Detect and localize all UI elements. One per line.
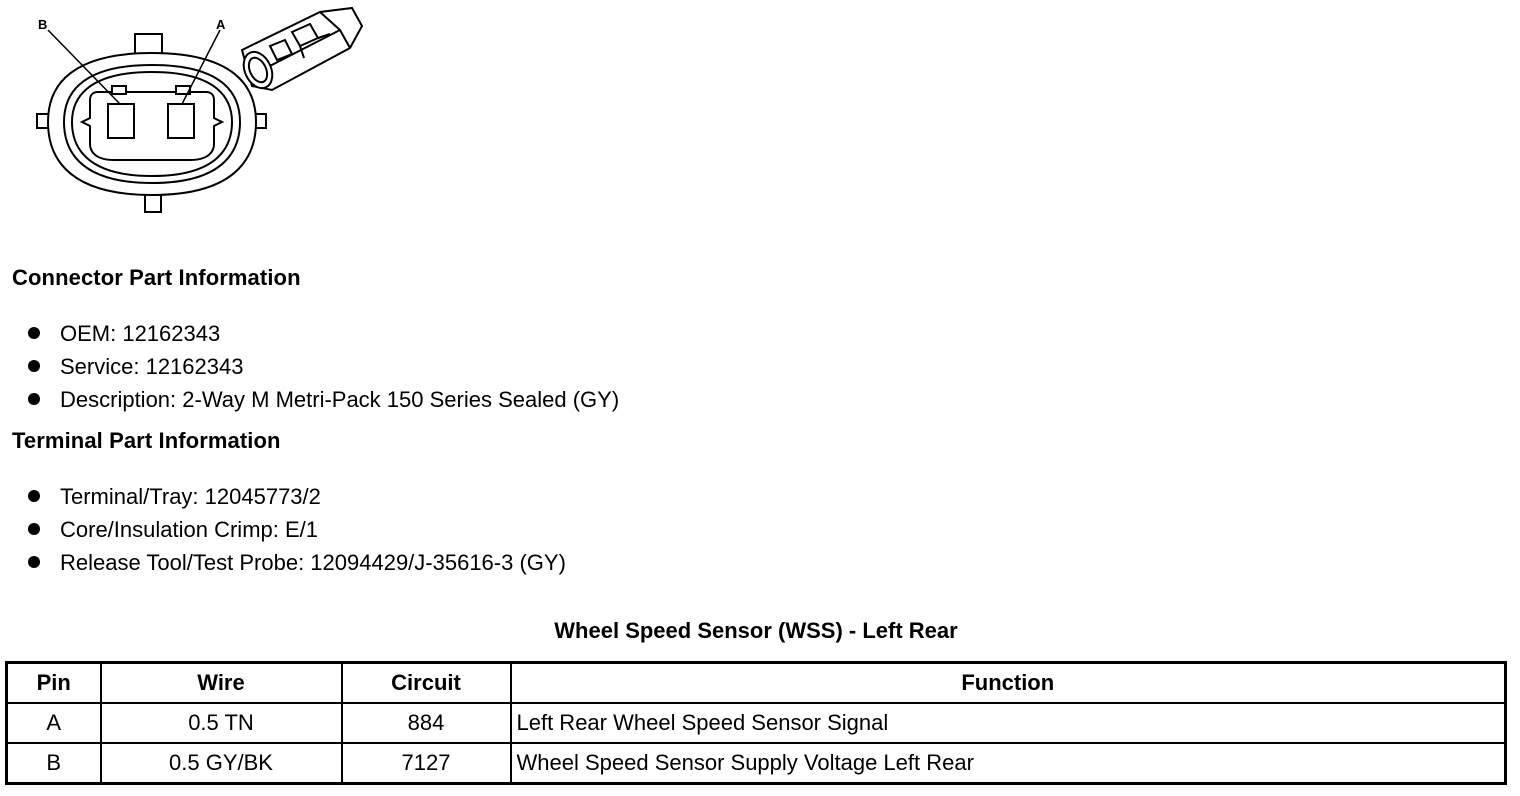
pin-label-b: B [38,17,48,32]
connector-description: Description: 2-Way M Metri-Pack 150 Series Sealed (GY) [60,387,620,412]
table-title: Wheel Speed Sensor (WSS) - Left Rear [554,618,958,643]
table-header-row [7,663,1506,704]
bullet-icon [28,360,40,372]
list-item [28,480,566,513]
terminal-tray: Terminal/Tray: 12045773/2 [60,484,321,509]
cell-circuit: 884 [342,703,511,743]
connector-diagram [0,0,380,225]
table-row [7,743,1506,784]
oem-number: OEM: 12162343 [60,321,221,346]
list-item [28,317,619,350]
table-row [7,703,1506,743]
connector-illustration [0,0,380,225]
cell-pin: B [7,743,101,784]
cell-function: Wheel Speed Sensor Supply Voltage Left Rear [511,743,1506,784]
header-pin: Pin [7,663,101,704]
bullet-icon [28,523,40,535]
cell-wire: 0.5 TN [101,703,342,743]
service-number: Service: 12162343 [60,354,244,379]
cell-wire: 0.5 GY/BK [101,743,342,784]
cell-pin: A [7,703,101,743]
connector-part-heading: Connector Part Information [12,265,301,290]
list-item [28,513,566,546]
header-circuit: Circuit [342,663,511,704]
pin-label-a: A [216,17,226,32]
bullet-icon [28,327,40,339]
connector-part-list [28,317,619,416]
release-tool: Release Tool/Test Probe: 12094429/J-35616-3 (GY) [60,550,566,575]
cell-circuit: 7127 [342,743,511,784]
cell-function: Left Rear Wheel Speed Sensor Signal [511,703,1506,743]
terminal-part-heading: Terminal Part Information [12,428,281,453]
core-insulation-crimp: Core/Insulation Crimp: E/1 [60,517,318,542]
list-item [28,350,619,383]
list-item [28,383,619,416]
header-function: Function [511,663,1506,704]
list-item [28,546,566,579]
terminal-part-list [28,480,566,579]
bullet-icon [28,393,40,405]
header-wire: Wire [101,663,342,704]
bullet-icon [28,490,40,502]
pinout-table [5,661,1507,785]
bullet-icon [28,556,40,568]
